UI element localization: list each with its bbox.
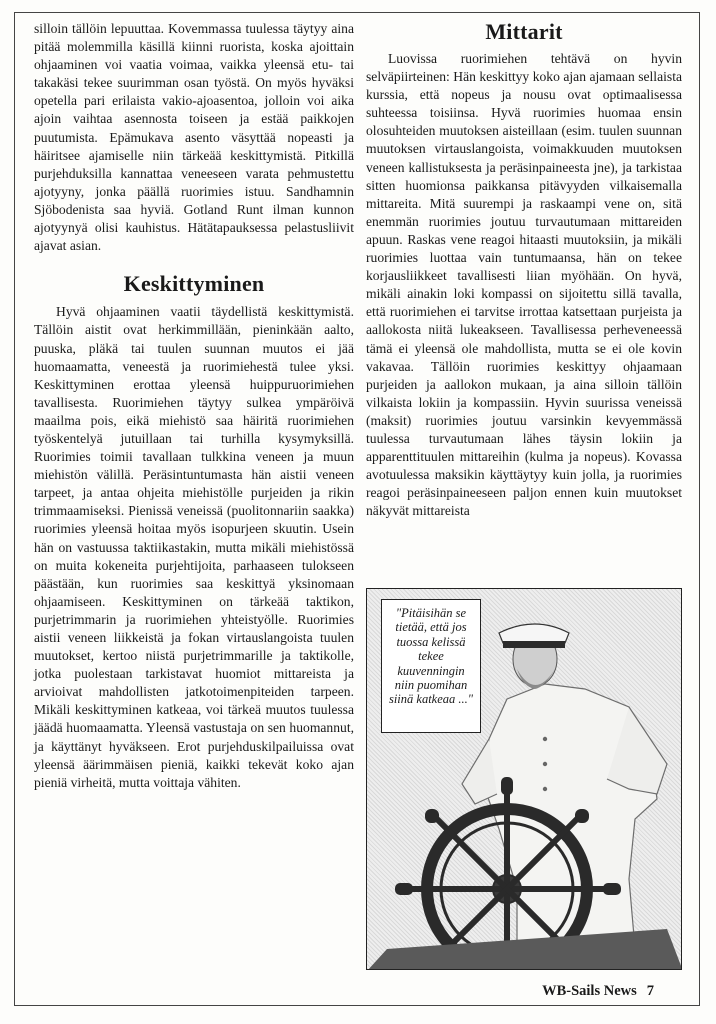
photo-caption: "Pitäisihän se tietää, että jos tuossa kelissä tekee kuuvenningin niin puomihan siinä katkeaa ..." [381, 599, 481, 733]
section-heading-keskittyminen: Keskittyminen [123, 271, 265, 297]
right-column [366, 18, 682, 520]
page-number: 7 [646, 983, 654, 999]
publication-name: WB-Sails News [542, 983, 637, 999]
keskittyminen-body: Hyvä ohjaaminen vaatii täydellistä keskittymistä. Tällöin aistit ovat herkimmillään, pieninkään aalto, puuska, pläkä tai tuulen suunnan muutos ei jää huomaamatta, veneestä ja ruorimiehestä tulee yksi. Keskittyminen erottaa yleensä huippuruorimiehen tavallisesta. Ruorimiehen täytyy sulkea ympäröivä maailma pois, eikä miehistö saa häiritä ruorimiehen työskentelyä jutuillaan tai turhilla kysymyksillä. Ruorimies toimii tavallaan tulkkina veneen ja muun miehistön välillä. Peräsintuntumasta hän aistii veneen tarpeet, ja antaa ohjeita miehistölle purjeiden ja rikin trimmaamiseksi. Pienissä veneissä (puolitonnariin saakka) ruorimies yleensä hoitaa myös isopurjeen skuutin. Usein hän on vastuussa taktiikastakin, mutta mikäli miehistössä on muita kokeneita purjehtijoita, parhaaseen tulokseen päästään, kun ruorimies saa keskittyä yksinomaan ohjaamiseen. Keskittyminen on tärkeää taktikon, purjetrimmarin ja ruorimiehen yhteistyölle. Ruorimies aistii veneen liikkeistä ja fokan virtauslangoista tuulen muutokset, kertoo niistä purjetrimmarille ja taktikolle, jotka puolestaan tarkistavat huomiot mittareista ja arvioivat mahdollisten jatkotoimenpiteiden tarpeen. Mikäli keskittyminen katkeaa, voi tärkeä muutos tuulessa jäädä huomaamatta. Yleensä vastustaja on sen huomannut, ja käyttänyt hyväkseen. Erot purjehduskilpailuissa ovat yleensä äärimmäisen pieniä, kaikki tekevät koko ajan pieniä virheitä, mutta voittaja vähiten. [34, 304, 354, 790]
page-footer [542, 983, 654, 1000]
section-heading-mittarit: Mittarit [485, 19, 563, 44]
intro-paragraph: silloin tällöin lepuuttaa. Kovemmassa tuulessa täytyy aina pitää molemmilla käsillä kiinni ruorista, koska ajoittain ohjaaminen voi vaatia voimaa, vaikka yleensä etu- tai takakäsi tekee suurimman osan työstä. On myös hyväksi opetella pari erilaista vakio-ajoasentoa, jolloin voi aika ajoin vaihtaa asennosta toiseen ja estää paikkojen puutumista. Epämukava asento väsyttää nopeasti ja häiritsee ajamiselle niin tärkeää keskittymistä. Pitkillä purjehduksilla kannattaa veneeseen varata pehmustettu ajotyyny, jonka päällä ruorimies istuu. Sandhamnin Sjöbodenista saa hyviä. Gotland Runt ilman kunnon ajotyynyä olisi kauhistus. Hätätapauksessa pelastusliivit ajavat asian. [34, 21, 354, 254]
helmsman-photo [366, 588, 682, 970]
mittarit-body: Luovissa ruorimiehen tehtävä on hyvin selväpiirteinen: Hän keskittyy koko ajan ajamaan sellaista kurssia, että nopeus ja nousu ovat optimaalisessa suhteessa toisiinsa. Hyvä ruorimies huomaa ensin olosuhteiden muutoksen aisteillaan (esim. tuulen suunnan muutoksen virtauslangoista, voimakkuuden muutoksen veneen kallistuksesta ja peräsinpaineesta jne), ja tarkistaa sitten huomionsa paikkansa pitävyyden vilkaisemalla mittareita. Mitä suurempi ja raskaampi vene on, sitä enemmän ruorimies joutuu turvautumaan mittareiden apuun. Raskas vene reagoi hitaasti muutoksiin, ja mikäli ruorimies luottaa vain tuntumaansa, hän on tekee korjausliikkeet tavallisesti liian myöhään. On hyvä, mikäli ainakin loki kompassi on sijoitettu sillä tavalla, että ruorimiehen ei tarvitse irrottaa katsettaan purjeista ja aallokosta niitä lukeakseen. Tavallisessa perheveneessä tämä ei yleensä ole mahdollista, mutta se ei ole kovin vakavaa. Tällöin ruorimies keskittyy ohjaamaan purjeiden ja aallokon mukaan, ja aina silloin tällöin vilkaista lokiin ja kompassiin. Hyvin suurissa veneissä (maksit) ruorimies joutuu varsinkin kevyemmässä tuulessa turvautumaan lähes täysin lokiin ja apparenttituulen mittareihin (kulma ja nopeus). Kovassa avotuulessa maksikin käyttäytyy kuin jolla, ja ruorimies reagoi peräsinpaineeseen paljon ennen kuin muutokset näkyvät mittareista [366, 51, 682, 519]
left-column [34, 20, 354, 792]
